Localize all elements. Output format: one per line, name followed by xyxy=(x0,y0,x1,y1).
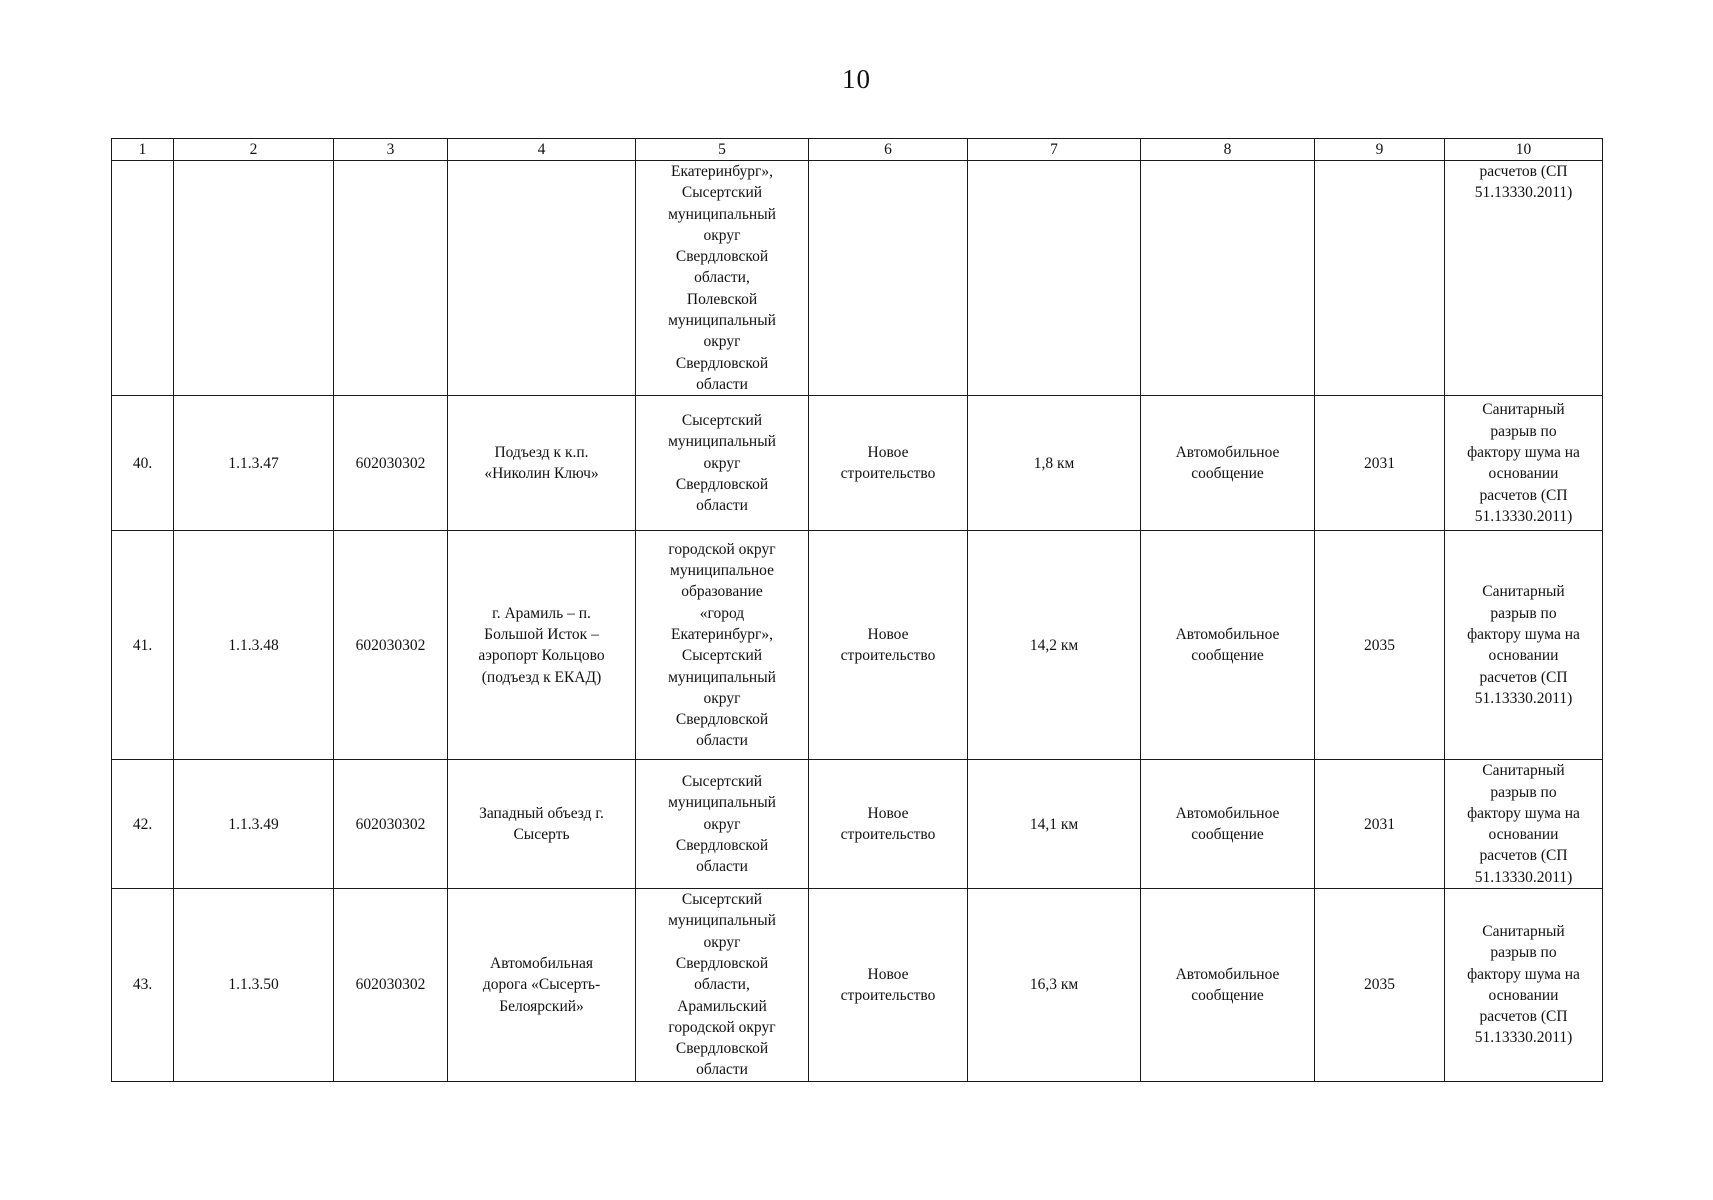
row-zone xyxy=(1445,531,1603,760)
location-text: городской округ муниципальное образование «город Екатеринбург», Сысертский муниципальный округ Свердловской области xyxy=(668,540,776,750)
row-location xyxy=(636,396,809,531)
table-cell xyxy=(968,161,1141,396)
table-cell xyxy=(334,161,448,396)
row-location xyxy=(636,760,809,889)
zone-text: Санитарный разрыв по фактору шума на основании расчетов (СП 51.13330.2011) xyxy=(1467,583,1580,707)
type-text: Новое строительство xyxy=(840,443,936,483)
row-number: 41. xyxy=(112,531,174,760)
row-oktmo: 602030302 xyxy=(334,760,448,889)
row-oktmo: 602030302 xyxy=(334,531,448,760)
header-row xyxy=(112,139,1603,161)
row-length: 1,8 км xyxy=(968,396,1141,531)
table-cell xyxy=(174,161,334,396)
row-name xyxy=(448,396,636,531)
location-text: Сысертский муниципальный округ Свердловской области xyxy=(668,412,776,515)
table-row xyxy=(112,531,1603,760)
row-code: 1.1.3.47 xyxy=(174,396,334,531)
location-text: Сысертский муниципальный округ Свердловской области xyxy=(668,772,776,876)
table-row xyxy=(112,396,1603,531)
row-code: 1.1.3.48 xyxy=(174,531,334,760)
row-purpose xyxy=(1141,760,1315,889)
row-year: 2031 xyxy=(1315,760,1445,889)
header-cell: 6 xyxy=(809,139,968,161)
zone-text: Санитарный разрыв по фактору шума на основании расчетов (СП 51.13330.2011) xyxy=(1467,762,1580,886)
table-cell xyxy=(1315,161,1445,396)
row-location xyxy=(636,889,809,1082)
table-cell xyxy=(448,161,636,396)
row-oktmo: 602030302 xyxy=(334,889,448,1082)
name-text: Автомобильная дорога «Сысерть- Белоярский» xyxy=(482,954,601,1015)
row-code: 1.1.3.50 xyxy=(174,889,334,1082)
table-cell xyxy=(112,161,174,396)
purpose-text: Автомобильное сообщение xyxy=(1175,443,1280,483)
type-text: Новое строительство xyxy=(840,965,936,1004)
row-number: 42. xyxy=(112,760,174,889)
header-cell: 10 xyxy=(1445,139,1603,161)
row-type xyxy=(809,531,968,760)
header-cell: 8 xyxy=(1141,139,1315,161)
header-cell: 2 xyxy=(174,139,334,161)
type-text: Новое строительство xyxy=(840,625,936,665)
table-cell xyxy=(809,161,968,396)
name-text: Западный объезд г. Сысерть xyxy=(479,804,604,844)
row-number: 40. xyxy=(112,396,174,531)
row-purpose xyxy=(1141,531,1315,760)
zone-text: Санитарный разрыв по фактору шума на основании расчетов (СП 51.13330.2011) xyxy=(1467,922,1580,1047)
row-purpose xyxy=(1141,396,1315,531)
row-zone xyxy=(1445,760,1603,889)
row-location xyxy=(636,531,809,760)
row-type xyxy=(809,889,968,1082)
table-cell-zone xyxy=(1445,161,1603,396)
purpose-text: Автомобильное сообщение xyxy=(1175,804,1280,844)
header-cell: 7 xyxy=(968,139,1141,161)
row-length: 16,3 км xyxy=(968,889,1141,1082)
purpose-text: Автомобильное сообщение xyxy=(1175,965,1280,1004)
name-text: г. Арамиль – п. Большой Исток – аэропорт Кольцово (подъезд к ЕКАД) xyxy=(478,604,605,686)
header-cell: 5 xyxy=(636,139,809,161)
row-number: 43. xyxy=(112,889,174,1082)
table-cell-location xyxy=(636,161,809,396)
objects-table xyxy=(111,138,1603,1082)
zone-text: Санитарный разрыв по фактору шума на основании расчетов (СП 51.13330.2011) xyxy=(1467,401,1580,525)
page-number: 10 xyxy=(842,64,871,94)
table-cell xyxy=(1141,161,1315,396)
zone-text: расчетов (СП 51.13330.2011) xyxy=(1474,163,1573,202)
type-text: Новое строительство xyxy=(840,804,936,844)
location-text: Екатеринбург», Сысертский муниципальный округ Свердловской области, Полевской муниципальный округ Свердловской области xyxy=(668,163,776,393)
row-code: 1.1.3.49 xyxy=(174,760,334,889)
row-year: 2035 xyxy=(1315,531,1445,760)
row-zone xyxy=(1445,889,1603,1082)
header-cell: 4 xyxy=(448,139,636,161)
header-cell: 3 xyxy=(334,139,448,161)
row-year: 2035 xyxy=(1315,889,1445,1082)
header-cell: 9 xyxy=(1315,139,1445,161)
row-type xyxy=(809,760,968,889)
name-text: Подъезд к к.п. «Николин Ключ» xyxy=(484,443,599,483)
purpose-text: Автомобильное сообщение xyxy=(1175,625,1280,665)
row-oktmo: 602030302 xyxy=(334,396,448,531)
header-cell: 1 xyxy=(112,139,174,161)
table-row xyxy=(112,760,1603,889)
row-name xyxy=(448,531,636,760)
row-zone xyxy=(1445,396,1603,531)
row-name xyxy=(448,889,636,1082)
row-length: 14,1 км xyxy=(968,760,1141,889)
row-length: 14,2 км xyxy=(968,531,1141,760)
row-year: 2031 xyxy=(1315,396,1445,531)
row-purpose xyxy=(1141,889,1315,1082)
location-text: Сысертский муниципальный округ Свердловской области, Арамильский городской округ Свердловской области xyxy=(668,891,776,1079)
table-row xyxy=(112,889,1603,1082)
row-name xyxy=(448,760,636,889)
table-row-continuation xyxy=(112,161,1603,396)
row-type xyxy=(809,396,968,531)
